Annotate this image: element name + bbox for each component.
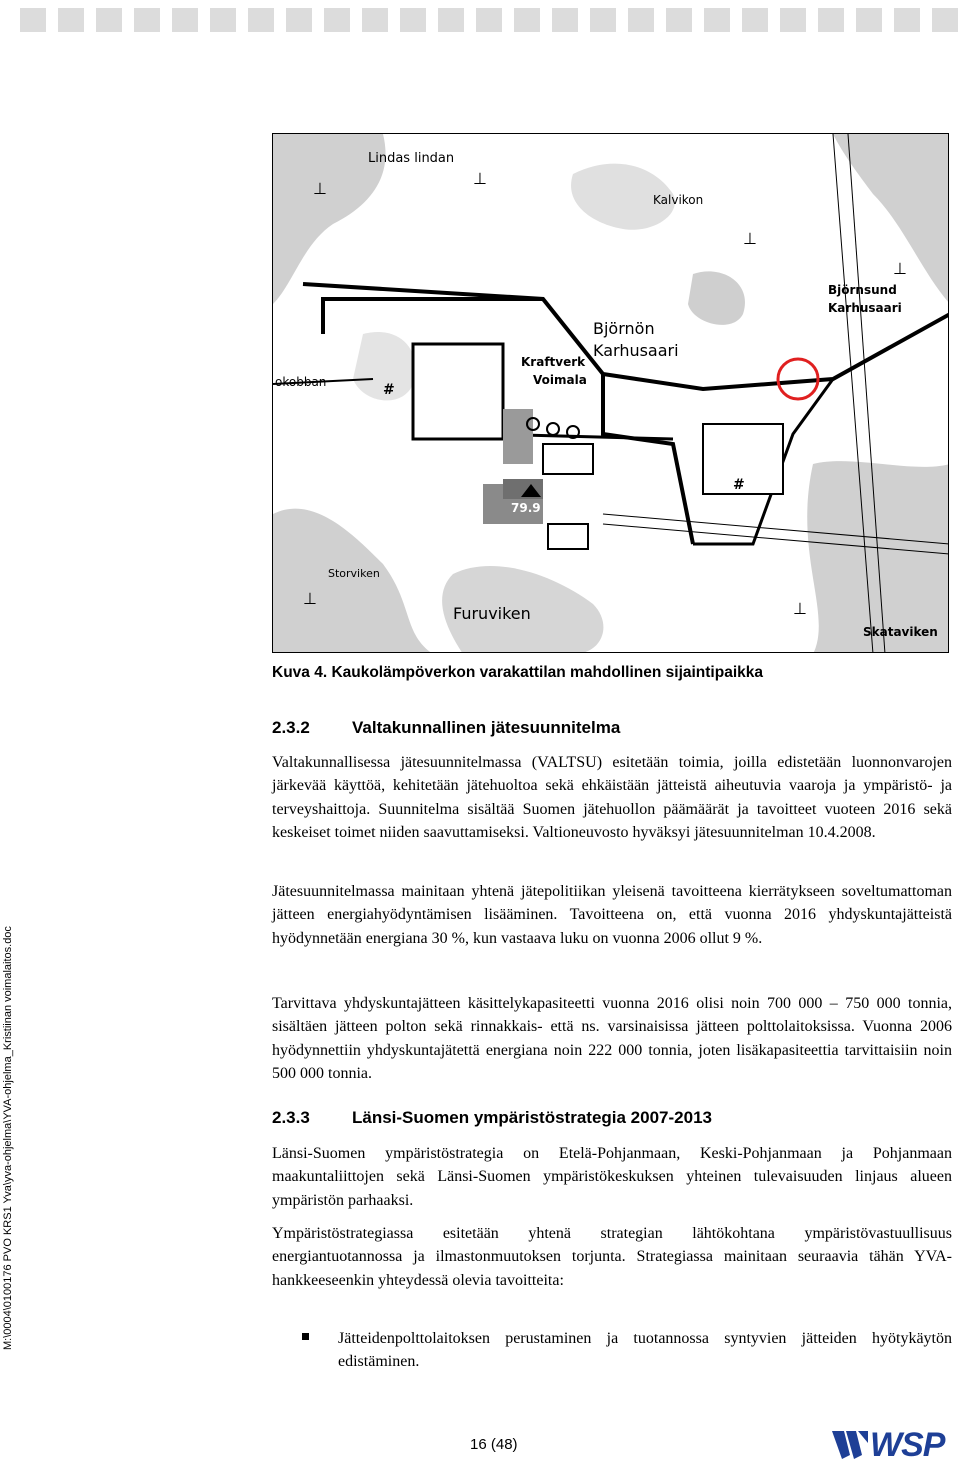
header-square	[666, 8, 692, 32]
map-label: Kalvikon	[653, 193, 704, 207]
header-square	[438, 8, 464, 32]
forest-symbol: ⊥	[313, 179, 327, 198]
map-label: Björnön	[593, 319, 655, 338]
header-square	[20, 8, 46, 32]
map-label: Skataviken	[863, 625, 938, 639]
header-square	[476, 8, 502, 32]
section-number: 2.3.2	[272, 718, 310, 737]
building	[413, 344, 503, 439]
building-symbol: #	[733, 477, 745, 493]
map-label: Kraftverk	[521, 355, 586, 369]
file-path-sidebar	[2, 926, 20, 1368]
header-square	[362, 8, 388, 32]
header-square	[590, 8, 616, 32]
map-label: Björnsund	[828, 283, 897, 297]
bullet-text: Jätteidenpolttolaitoksen perustaminen ja tuotannossa syntyvien jätteiden hyötykäytön edistäminen.	[338, 1330, 952, 1371]
header-square	[856, 8, 882, 32]
map-label: Storviken	[328, 567, 380, 580]
wsp-logo-text: WSP	[870, 1426, 945, 1464]
section-heading	[272, 718, 620, 738]
paragraph: Länsi-Suomen ympäristöstrategia on Etelä-Pohjanmaan, Keski-Pohjanmaan ja Pohjanmaan maakuntaliittojen sekä Länsi-Suomen ympäristökeskuksen yhteinen tulevaisuuden linjaus alueen ympäristön parhaaksi.	[272, 1145, 952, 1209]
forest-symbol: ⊥	[793, 599, 807, 618]
section-title: Valtakunnallinen jätesuunnitelma	[352, 718, 621, 737]
map-label: Karhusaari	[593, 341, 679, 360]
paragraph: Ympäristöstrategiassa esitetään yhtenä strategian lähtökohtana ympäristövastuullisuus energiantuotannossa ja ilmastonmuutoksen torjunta. Strategiassa mainitaan seuraavia tähän YVA-hankkeeseenkin yhteydessä olevia tavoitteita:	[272, 1225, 952, 1289]
header-square	[818, 8, 844, 32]
header-square	[628, 8, 654, 32]
wsp-logo-mark-icon	[830, 1425, 870, 1465]
paragraph: Jätesuunnitelmassa mainitaan yhtenä jätepolitiikan yleisenä tavoitteena kierrätykseen soveltumattoman jätteen energiahyödyntämisen lisääminen. Tavoitteena on, että vuonna 2016 yhdyskuntajätteistä hyödynnetään energiana 30 %, kun vastaava luku on vuonna 2006 ollut 9 %.	[272, 883, 952, 947]
map-label: Voimala	[533, 373, 587, 387]
header-square	[248, 8, 274, 32]
section-number: 2.3.3	[272, 1108, 310, 1127]
header-square	[286, 8, 312, 32]
header-square	[552, 8, 578, 32]
paragraph: Valtakunnallisessa jätesuunnitelmassa (VALTSU) esitetään toimia, joilla edistetään luonnonvarojen järkevää käyttöä, kehitetään jätehuoltoa sekä ehkäistään jätteistä aiheutuvia vaaroja ja ympäristö- ja terveyshaittoja. Suunnitelma sisältää Suomen jätehuollon päämäärät ja tavoitteet vuoteen 2016 sekä keskeiset toimet niiden saavuttamiseksi. Valtioneuvosto hyväksyi jätesuunnitelman 10.4.2008.	[272, 754, 952, 841]
header-square	[894, 8, 920, 32]
forest-symbol: ⊥	[473, 169, 487, 188]
header-square	[400, 8, 426, 32]
bullet-square-icon	[302, 1333, 309, 1340]
map-label: okobban	[275, 375, 327, 389]
header-square	[96, 8, 122, 32]
header-square	[742, 8, 768, 32]
building-symbol: #	[383, 382, 395, 398]
forest-symbol: ⊥	[743, 229, 757, 248]
map-label: 79.9	[511, 501, 541, 515]
header-square	[932, 8, 958, 32]
header-square	[210, 8, 236, 32]
header-square	[324, 8, 350, 32]
building	[548, 524, 588, 549]
forest-symbol: ⊥	[303, 589, 317, 608]
header-square	[780, 8, 806, 32]
map-label: Lindas lindan	[368, 151, 455, 166]
page-number: 16 (48)	[470, 1436, 518, 1453]
header-bar	[0, 0, 960, 40]
section-heading	[272, 1108, 712, 1128]
map-label: Karhusaari	[828, 301, 902, 315]
header-square	[134, 8, 160, 32]
map-svg	[273, 134, 949, 653]
header-square	[172, 8, 198, 32]
building	[503, 409, 533, 464]
forest-symbol: ⊥	[893, 259, 907, 278]
header-square	[514, 8, 540, 32]
file-path-text: M:\0004\0100176 PVO KRS1 Yva\yva-ohjelma\YVA-ohjelma_Kristiinan voimalaitos.doc	[2, 926, 14, 1350]
section-title: Länsi-Suomen ympäristöstrategia 2007-2013	[352, 1108, 712, 1127]
header-square	[704, 8, 730, 32]
header-square	[58, 8, 84, 32]
paragraph: Tarvittava yhdyskuntajätteen käsittelykapasiteetti vuonna 2016 olisi noin 700 000 – 750 000 tonnia, sisältäen jätteen polton sekä rinnakkais- että ns. varsinaisissa jätteen polttolaitoksissa. Vuonna 2006 hyödynnettiin yhdyskuntajätettä energiana noin 222 000 tonnia, joten lisäkapasiteettia tarvittaisiin noin 500 000 tonnia.	[272, 995, 952, 1082]
map-label: Furuviken	[453, 604, 531, 623]
site-map	[272, 133, 949, 653]
building	[543, 444, 593, 474]
wsp-logo	[830, 1425, 955, 1465]
figure-caption: Kuva 4. Kaukolämpöverkon varakattilan mahdollinen sijaintipaikka	[272, 664, 763, 681]
